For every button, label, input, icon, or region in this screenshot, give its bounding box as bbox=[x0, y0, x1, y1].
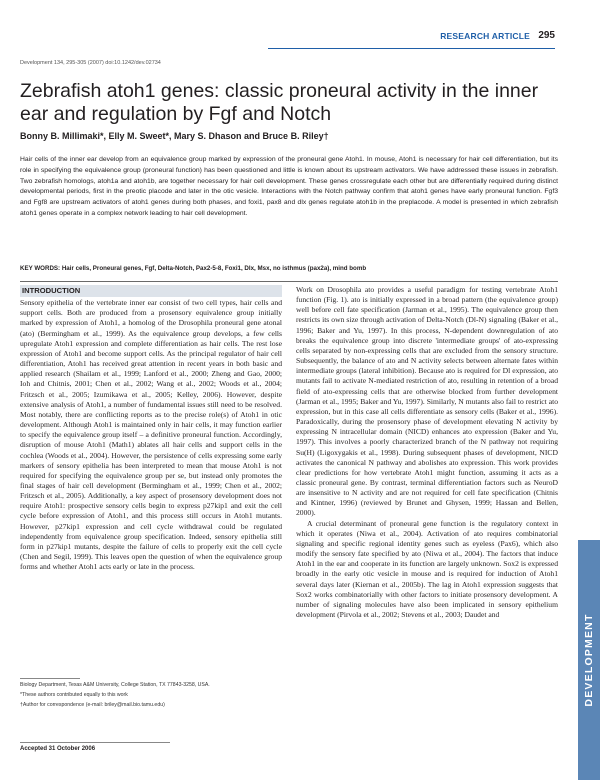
footnote-rule bbox=[20, 678, 80, 679]
accepted-date: Accepted 31 October 2006 bbox=[20, 746, 96, 752]
side-tab bbox=[578, 540, 600, 780]
footnotes bbox=[20, 678, 282, 712]
running-header bbox=[0, 28, 600, 46]
abstract: Hair cells of the inner ear develop from an equivalence group marked by expression of the proneural gene Atoh1. In mouse, Atoh1 is necessary for hair cell differentiation, but its role in specifying the equivalence group (proneural function) has been questioned and little is known about its upstream activators. We have addressed these issues in zebrafish. Two zebrafish homologs, atoh1a and atoh1b, are together necessary for hair cell development. These genes crossregulate each other but are differentially required during distinct developmental periods, first in the preotic placode and later in the otic vesicle. Interactions with the Notch pathway confirm that atoh1 genes have early proneural function. Fgf3 and Fgf8 are upstream activators of atoh1 genes during both phases, and foxi1, pax8 and dlx genes regulate atoh1b in the preplacode. A model is presented in which zebrafish atoh1 genes operate in a complex network leading to hair cell development. bbox=[20, 156, 558, 217]
equal-contribution-footnote: *These authors contributed equally to this work bbox=[20, 692, 128, 698]
keywords: KEY WORDS: Hair cells, Proneural genes, Fgf, Delta-Notch, Pax2-5-8, Foxi1, Dlx, Msx, no isthmus (pax2a), mind bomb bbox=[20, 265, 367, 272]
article-title: Zebrafish atoh1 genes: classic proneural activity in the inner ear and regulation by Fgf and Notch bbox=[20, 80, 539, 125]
left-column bbox=[20, 285, 282, 572]
body-paragraph: Work on Drosophila ato provides a useful paradigm for testing vertebrate Atoh1 function (Fig. 1). ato is initially expressed in a broad pattern (the equivalence group) well before cell fate specification (Jarman et al., 1995). The equivalence group then restricts its own size through activation of Delta-Notch (Dl-N) signaling (Baker et al., 1996; Baker and Yu, 1997). In this process, N-dependent downregulation of ato breaks the equivalence group into discrete 'intermediate groups' of ato-expressing cells separated by non-expressing cells that are excluded from the sensory structure. Subsequently, the balance of ato and N activity selects between alternate fates within intermediate groups (lateral inhibition). Because ato is required for Dl expression, ato mutants fail to activate N-mediated restriction of ato, resulting in retention of a broad field of ato-expressing cells that are otherwise blocked from further development (Jarman et al., 1995; Baker and Yu, 1997). Similarly, N mutants also fail to restrict ato expression, but in this case all cells differentiate as sensory cells (Baker et al., 1996). Paradoxically, during the prosensory phase of development elevating N activity by expressing N intracellular domain (NICD) enhances ato expression (Baker and Yu, 1997). This involves a poorly characterized branch of the N pathway not requiring Su(H) (Ligoxygakis et al., 1998). During subsequent phases of development, NICD activates the canonical N pathway and abolishes ato expression. This work provides clear predictions for how vertebrate Atoh1 might function, assuming it acts as a classic proneural gene. By contrast, terminal differentiation factors such as NeuroD are insensitive to N activity and are not required for cell fate specification (Chitnis and Kintner, 1996) (reviewed by Brunet and Ghysen, 1999; Hassan and Bellen, 2000). bbox=[296, 285, 558, 518]
introduction-heading: INTRODUCTION bbox=[20, 285, 282, 297]
page-number: 295 bbox=[538, 30, 555, 41]
body-paragraph: A crucial determinant of proneural gene function is the regulatory context in which it operates (Niwa et al., 2004). Activation of ato requires combinatorial signaling and specific regional identity genes such as eyeless (Pax6), which also modify the sensory fate specified by ato (Niwa et al., 2004). The factors that induce Atoh1 in the ear and cooperate in its function are largely unknown. Sox2 is expressed broadly in the early otic vesicle in mouse and is required for induction of Atoh1 several days later (Kiernan et al., 2005b). The lag in Atoh1 expression suggests that Sox2 works combinatorially with other factors to initiate prosensory development. A number of signaling molecules have also been implicated in sensory epithelium development (Pirvola et al., 2002; Stevens et al., 2003; Daudet and bbox=[296, 518, 558, 619]
right-column bbox=[296, 285, 558, 620]
keywords-rule bbox=[20, 281, 558, 282]
body-paragraph: Sensory epithelia of the vertebrate inner ear consist of two cell types, hair cells and support cells. Both are produced from a prosensory equivalence group initially marked by expression of Atoh1, a homolog of the Drosophila proneural gene atonal (ato) (Bermingham et al., 1999). As the equivalence group develops, a few cells upregulate Atoh1 expression and complete differentiation as hair cells. The rest lose expression of Atoh1 and become support cells. As the principal regulator of hair cell differentiation, Atoh1 has received great attention in recent years in both basic and applied research (Shailam et al., 1999; Lanford et al., 2000; Zheng and Gao, 2000; Ioh and Chitnis, 2001; Chen et al., 2002; Wang et al., 2002; Woods et al., 2004; Fritzsch et al., 2005; Izumikawa et al., 2005; Kelley, 2006). However, despite extensive analysis of Atoh1, a number of fundamental issues still need to be resolved. Most notably, there are conflicting reports as to the precise role(s) of Atoh1 in otic development. Although Atoh1 is maintained only in hair cells, it may function earlier to specify the equivalence group itself – a definitive proneural function. Accordingly, disruption of mouse Atoh1 (Math1) ablates all hair cells and support cells in the cochlea (Woods et al., 2004). However, the persistence of cells expressing some early markers of sensory epithelia has been interpreted to mean that mouse Atoh1 is not required for specifying the equivalence group per se, but instead only promotes the final stages of hair cell development (Bermingham et al., 1999; Chen et al., 2002; Fritzsch et al., 2005). Additionally, a key aspect of prosensory development does not require Atoh1: prospective sensory cells begin to express p27kip1 and exit the cell cycle before expression of Atoh1, and this process still occurs in Atoh1 mutants. However, p27kip1 expression and cell cycle withdrawal could be regulated independently from equivalence group specification. Indeed, sensory epithelia still form in p27kip1 mutants, despite the failure of cells to properly exit the cell cycle (Chen and Segil, 1999). This leaves open the question of when the equivalence group forms and whether Atoh1 acts early or late in the process. bbox=[20, 298, 282, 572]
accepted-rule bbox=[20, 742, 170, 743]
affiliation-footnote: Biology Department, Texas A&M University, College Station, TX 77843-3258, USA. bbox=[20, 682, 210, 688]
citation-line: Development 134, 295-305 (2007) doi:10.1242/dev.02734 bbox=[20, 60, 161, 66]
section-label: RESEARCH ARTICLE bbox=[440, 31, 530, 41]
author-list: Bonny B. Millimaki*, Elly M. Sweet*, Mary S. Dhason and Bruce B. Riley† bbox=[20, 131, 329, 141]
header-rule bbox=[268, 48, 555, 49]
correspondence-footnote: †Author for correspondence (e-mail: briley@mail.bio.tamu.edu) bbox=[20, 702, 165, 708]
side-tab-label: DEVELOPMENT bbox=[583, 613, 595, 707]
